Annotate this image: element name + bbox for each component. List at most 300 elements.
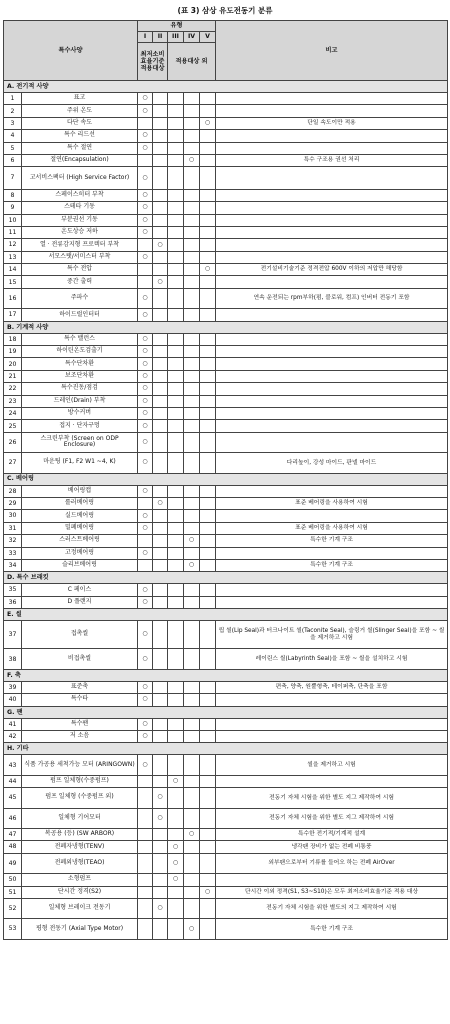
type-cell: [153, 395, 168, 407]
type-cell: [184, 333, 200, 345]
row-note: [216, 358, 448, 370]
type-cell: [184, 358, 200, 370]
type-cell: [184, 510, 200, 522]
type-mark: ○: [184, 535, 200, 547]
type-cell: [153, 841, 168, 853]
row-number: 15: [4, 276, 22, 288]
row-spec-name: 롤러베어링: [22, 497, 138, 509]
row-spec-name: 부분권선 기동: [22, 214, 138, 226]
type-mark: ○: [184, 919, 200, 939]
row-number: 51: [4, 886, 22, 898]
row-number: 24: [4, 407, 22, 419]
type-cell: [184, 276, 200, 288]
type-cell: [153, 142, 168, 154]
row-note: 씰을 제거하고 시험: [216, 755, 448, 775]
type-cell: [184, 130, 200, 142]
type-cell: [200, 395, 216, 407]
type-cell: [168, 584, 184, 596]
row-spec-name: 표준축: [22, 681, 138, 693]
row-note: 단일 속도이만 적용: [216, 117, 448, 129]
row-note: 전동기 자체 시험을 위한 별도 지그 제작하여 시험: [216, 788, 448, 808]
type-cell: [153, 309, 168, 321]
row-number: 4: [4, 130, 22, 142]
row-note: [216, 395, 448, 407]
type-cell: [200, 681, 216, 693]
type-cell: [153, 718, 168, 730]
type-cell: [168, 214, 184, 226]
type-mark: ○: [184, 828, 200, 840]
type-cell: [153, 535, 168, 547]
table-row: [4, 130, 448, 142]
type-cell: [168, 432, 184, 452]
type-cell: [153, 202, 168, 214]
row-spec-name: 평형 전동기 (Axial Type Motor): [22, 919, 138, 939]
type-cell: [184, 522, 200, 534]
type-cell: [184, 841, 200, 853]
row-spec-name: 서모스탯/서미스터 부착: [22, 251, 138, 263]
row-spec-name: 특수 전압: [22, 264, 138, 276]
type-cell: [168, 621, 184, 649]
type-mark: ○: [138, 432, 153, 452]
row-spec-name: 슬리브베어링: [22, 559, 138, 571]
type-cell: [168, 828, 184, 840]
row-note: 표준 베어링을 사용하여 시험: [216, 522, 448, 534]
type-mark: ○: [138, 93, 153, 105]
type-cell: [200, 731, 216, 743]
row-spec-name: 다단 속도: [22, 117, 138, 129]
row-number: 34: [4, 559, 22, 571]
type-cell: [184, 621, 200, 649]
type-cell: [200, 919, 216, 939]
type-cell: [200, 167, 216, 189]
section-header-row: [4, 473, 448, 485]
type-cell: [200, 621, 216, 649]
row-number: 40: [4, 694, 22, 706]
type-mark: ○: [138, 621, 153, 649]
type-cell: [200, 755, 216, 775]
row-spec-name: 열 · 전류감지형 프로텍터 부착: [22, 239, 138, 251]
type-cell: [200, 522, 216, 534]
type-cell: [168, 681, 184, 693]
type-cell: [153, 649, 168, 669]
type-cell: [168, 808, 184, 828]
table-row: [4, 694, 448, 706]
row-number: 35: [4, 584, 22, 596]
row-note: [216, 93, 448, 105]
row-note: [216, 239, 448, 251]
table-row: [4, 226, 448, 238]
table-row: [4, 841, 448, 853]
type-cell: [138, 239, 153, 251]
type-cell: [200, 251, 216, 263]
type-cell: [200, 276, 216, 288]
type-cell: [168, 731, 184, 743]
type-cell: [138, 535, 153, 547]
type-cell: [138, 788, 153, 808]
row-number: 50: [4, 874, 22, 886]
section-header-row: [4, 81, 448, 93]
type-cell: [184, 407, 200, 419]
header-note: 비고: [216, 21, 448, 81]
row-spec-name: 특수단차환: [22, 358, 138, 370]
type-cell: [184, 775, 200, 787]
table-row: [4, 432, 448, 452]
row-spec-name: 표고: [22, 93, 138, 105]
table-row: [4, 718, 448, 730]
row-spec-name: 단시간 정격(S2): [22, 886, 138, 898]
row-spec-name: 전폐외냉형(TEAO): [22, 853, 138, 873]
type-cell: [168, 226, 184, 238]
type-cell: [200, 874, 216, 886]
type-cell: [200, 189, 216, 201]
type-cell: [153, 828, 168, 840]
type-cell: [153, 189, 168, 201]
type-cell: [184, 898, 200, 918]
table-row: [4, 808, 448, 828]
section-label: C. 베어링: [4, 473, 448, 485]
type-mark: ○: [153, 898, 168, 918]
row-spec-name: 실드베어링: [22, 510, 138, 522]
type-cell: [184, 251, 200, 263]
type-mark: ○: [138, 649, 153, 669]
type-cell: [168, 535, 184, 547]
table-row: [4, 214, 448, 226]
section-label: F. 축: [4, 669, 448, 681]
type-cell: [168, 346, 184, 358]
row-spec-name: 펌프 일체형 (수중펌프 외): [22, 788, 138, 808]
type-cell: [184, 214, 200, 226]
type-mark: ○: [168, 874, 184, 886]
type-cell: [153, 420, 168, 432]
table-row: [4, 485, 448, 497]
type-cell: [168, 333, 184, 345]
type-cell: [184, 681, 200, 693]
row-number: 46: [4, 808, 22, 828]
row-spec-name: 방수커버: [22, 407, 138, 419]
section-header-row: [4, 609, 448, 621]
row-number: 1: [4, 93, 22, 105]
section-label: B. 기계적 사양: [4, 321, 448, 333]
type-cell: [153, 432, 168, 452]
row-number: 37: [4, 621, 22, 649]
row-number: 26: [4, 432, 22, 452]
section-label: D. 특수 브래킷: [4, 572, 448, 584]
row-number: 5: [4, 142, 22, 154]
type-cell: [168, 510, 184, 522]
section-header-row: [4, 669, 448, 681]
row-spec-name: 특수 절연: [22, 142, 138, 154]
type-cell: [168, 105, 184, 117]
row-note: 전기설비기술기준 정격전압 600V 이하의 저압만 해당함: [216, 264, 448, 276]
type-cell: [200, 497, 216, 509]
type-cell: [200, 105, 216, 117]
row-spec-name: 접지 · 단자구멍: [22, 420, 138, 432]
type-cell: [168, 898, 184, 918]
row-spec-name: 일체형 기어모터: [22, 808, 138, 828]
type-cell: [153, 547, 168, 559]
type-cell: [200, 130, 216, 142]
table-row: [4, 497, 448, 509]
row-spec-name: 펌프 일체형(수중펌프): [22, 775, 138, 787]
type-mark: ○: [138, 309, 153, 321]
row-note: [216, 370, 448, 382]
table-row: [4, 395, 448, 407]
type-cell: [200, 154, 216, 166]
row-number: 27: [4, 453, 22, 473]
row-number: 33: [4, 547, 22, 559]
row-number: 47: [4, 828, 22, 840]
type-cell: [184, 288, 200, 308]
type-cell: [168, 407, 184, 419]
row-number: 43: [4, 755, 22, 775]
row-number: 39: [4, 681, 22, 693]
type-cell: [200, 596, 216, 608]
row-number: 31: [4, 522, 22, 534]
row-spec-name: 마운팅 (F1, F2 W1 ~4, K): [22, 453, 138, 473]
type-cell: [168, 497, 184, 509]
row-note: 표준 베어링을 사용하여 시험: [216, 497, 448, 509]
row-spec-name: 드레인(Drain) 부착: [22, 395, 138, 407]
type-mark: ○: [138, 251, 153, 263]
row-note: [216, 420, 448, 432]
type-cell: [168, 276, 184, 288]
row-note: 냉각팬 장비가 없는 전폐 비통풍: [216, 841, 448, 853]
type-cell: [138, 853, 153, 873]
type-cell: [138, 276, 153, 288]
type-mark: ○: [200, 264, 216, 276]
type-cell: [200, 775, 216, 787]
type-cell: [200, 584, 216, 596]
type-cell: [200, 718, 216, 730]
row-note: [216, 584, 448, 596]
row-spec-name: 고정베어링: [22, 547, 138, 559]
type-mark: ○: [138, 485, 153, 497]
type-cell: [184, 853, 200, 873]
type-cell: [200, 828, 216, 840]
row-spec-name: 특수진동/점검: [22, 383, 138, 395]
type-cell: [153, 621, 168, 649]
row-note: 레이린스 씰(Labyrinth Seal)을 포함 ~ 씰을 설치하고 시험: [216, 649, 448, 669]
type-cell: [168, 264, 184, 276]
type-cell: [153, 333, 168, 345]
section-label: A. 전기적 사양: [4, 81, 448, 93]
row-number: 9: [4, 202, 22, 214]
table-row: [4, 93, 448, 105]
type-mark: ○: [138, 333, 153, 345]
row-spec-name: 스페이스히터 부착: [22, 189, 138, 201]
type-cell: [153, 407, 168, 419]
type-cell: [168, 154, 184, 166]
type-cell: [184, 117, 200, 129]
table-row: [4, 584, 448, 596]
row-number: 48: [4, 841, 22, 853]
type-cell: [138, 874, 153, 886]
header-group-excluded: 적용대상 외: [168, 43, 216, 81]
type-cell: [168, 547, 184, 559]
row-spec-name: D 플랜지: [22, 596, 138, 608]
type-cell: [184, 497, 200, 509]
type-cell: [153, 130, 168, 142]
type-mark: ○: [153, 276, 168, 288]
row-note: [216, 309, 448, 321]
type-cell: [184, 886, 200, 898]
type-mark: ○: [138, 142, 153, 154]
type-cell: [184, 309, 200, 321]
type-cell: [200, 288, 216, 308]
type-cell: [184, 649, 200, 669]
row-number: 29: [4, 497, 22, 509]
row-spec-name: 스러스트베어링: [22, 535, 138, 547]
type-cell: [153, 694, 168, 706]
row-spec-name: 식품 가공용 세척가능 모터 (ARINGOWN): [22, 755, 138, 775]
type-mark: ○: [138, 189, 153, 201]
row-note: [216, 874, 448, 886]
row-note: 특수 구조용 권선 처리: [216, 154, 448, 166]
header-item: 특수사양: [4, 21, 138, 81]
row-number: 23: [4, 395, 22, 407]
type-cell: [200, 358, 216, 370]
type-cell: [168, 202, 184, 214]
type-cell: [153, 105, 168, 117]
type-cell: [184, 453, 200, 473]
table-row: [4, 309, 448, 321]
type-cell: [153, 485, 168, 497]
row-note: [216, 718, 448, 730]
type-cell: [200, 93, 216, 105]
row-number: 38: [4, 649, 22, 669]
table-caption: (표 3) 삼상 유도전동기 분류: [177, 6, 273, 15]
type-mark: ○: [168, 841, 184, 853]
type-cell: [168, 117, 184, 129]
row-note: [216, 731, 448, 743]
row-spec-name: 비접촉씰: [22, 649, 138, 669]
row-number: 18: [4, 333, 22, 345]
table-row: [4, 264, 448, 276]
type-cell: [184, 202, 200, 214]
type-cell: [200, 309, 216, 321]
row-note: [216, 383, 448, 395]
type-mark: ○: [138, 547, 153, 559]
row-number: 53: [4, 919, 22, 939]
type-mark: ○: [184, 559, 200, 571]
type-cell: [200, 898, 216, 918]
row-number: 52: [4, 898, 22, 918]
type-cell: [153, 93, 168, 105]
row-note: 립 씰(Lip Seal)과 터크나이트 씰(Taconite Seal), 슬링거 씰(Slinger Seal)을 포함 ~ 씰을 제거하고 시험: [216, 621, 448, 649]
row-note: 편축, 양축, 원뿔형축, 테이퍼축, 단축을 포함: [216, 681, 448, 693]
type-cell: [153, 522, 168, 534]
type-cell: [184, 93, 200, 105]
type-cell: [184, 346, 200, 358]
header-type-col: I: [138, 32, 153, 43]
type-cell: [168, 142, 184, 154]
type-cell: [200, 432, 216, 452]
type-mark: ○: [153, 239, 168, 251]
table-row: [4, 621, 448, 649]
type-mark: ○: [138, 510, 153, 522]
section-label: H. 기타: [4, 743, 448, 755]
row-note: [216, 510, 448, 522]
type-mark: ○: [168, 853, 184, 873]
table-row: [4, 510, 448, 522]
row-number: 10: [4, 214, 22, 226]
type-cell: [138, 828, 153, 840]
type-mark: ○: [153, 788, 168, 808]
type-cell: [153, 251, 168, 263]
row-note: 특수한 기계 구조: [216, 559, 448, 571]
table-row: [4, 731, 448, 743]
type-mark: ○: [138, 214, 153, 226]
row-note: [216, 547, 448, 559]
row-note: [216, 251, 448, 263]
table-row: [4, 288, 448, 308]
table-row: [4, 919, 448, 939]
table-row: [4, 370, 448, 382]
type-cell: [200, 841, 216, 853]
row-spec-name: 특수팬: [22, 718, 138, 730]
type-mark: ○: [138, 453, 153, 473]
row-number: 42: [4, 731, 22, 743]
type-mark: ○: [138, 731, 153, 743]
type-mark: ○: [138, 167, 153, 189]
type-mark: ○: [138, 522, 153, 534]
type-cell: [184, 142, 200, 154]
type-cell: [184, 395, 200, 407]
type-cell: [200, 559, 216, 571]
type-cell: [200, 547, 216, 559]
type-cell: [168, 649, 184, 669]
type-cell: [153, 681, 168, 693]
row-number: 32: [4, 535, 22, 547]
type-cell: [184, 596, 200, 608]
table-row: [4, 535, 448, 547]
header-type-col: III: [168, 32, 184, 43]
type-cell: [153, 370, 168, 382]
type-mark: ○: [138, 584, 153, 596]
type-mark: ○: [184, 154, 200, 166]
type-cell: [184, 874, 200, 886]
type-cell: [153, 510, 168, 522]
type-cell: [200, 370, 216, 382]
row-number: 44: [4, 775, 22, 787]
type-cell: [168, 596, 184, 608]
type-cell: [168, 395, 184, 407]
type-cell: [168, 167, 184, 189]
type-cell: [168, 358, 184, 370]
type-mark: ○: [138, 288, 153, 308]
type-mark: ○: [138, 718, 153, 730]
row-spec-name: 주파수: [22, 288, 138, 308]
type-cell: [168, 919, 184, 939]
table-row: [4, 681, 448, 693]
type-mark: ○: [200, 886, 216, 898]
row-spec-name: 온도상승 저하: [22, 226, 138, 238]
type-cell: [200, 694, 216, 706]
type-cell: [138, 886, 153, 898]
row-spec-name: 저 소음: [22, 731, 138, 743]
type-cell: [153, 853, 168, 873]
type-cell: [168, 93, 184, 105]
type-cell: [184, 383, 200, 395]
table-row: [4, 239, 448, 251]
type-mark: ○: [153, 497, 168, 509]
type-cell: [200, 226, 216, 238]
type-cell: [138, 919, 153, 939]
type-cell: [184, 547, 200, 559]
type-cell: [153, 886, 168, 898]
row-number: 2: [4, 105, 22, 117]
type-cell: [184, 788, 200, 808]
